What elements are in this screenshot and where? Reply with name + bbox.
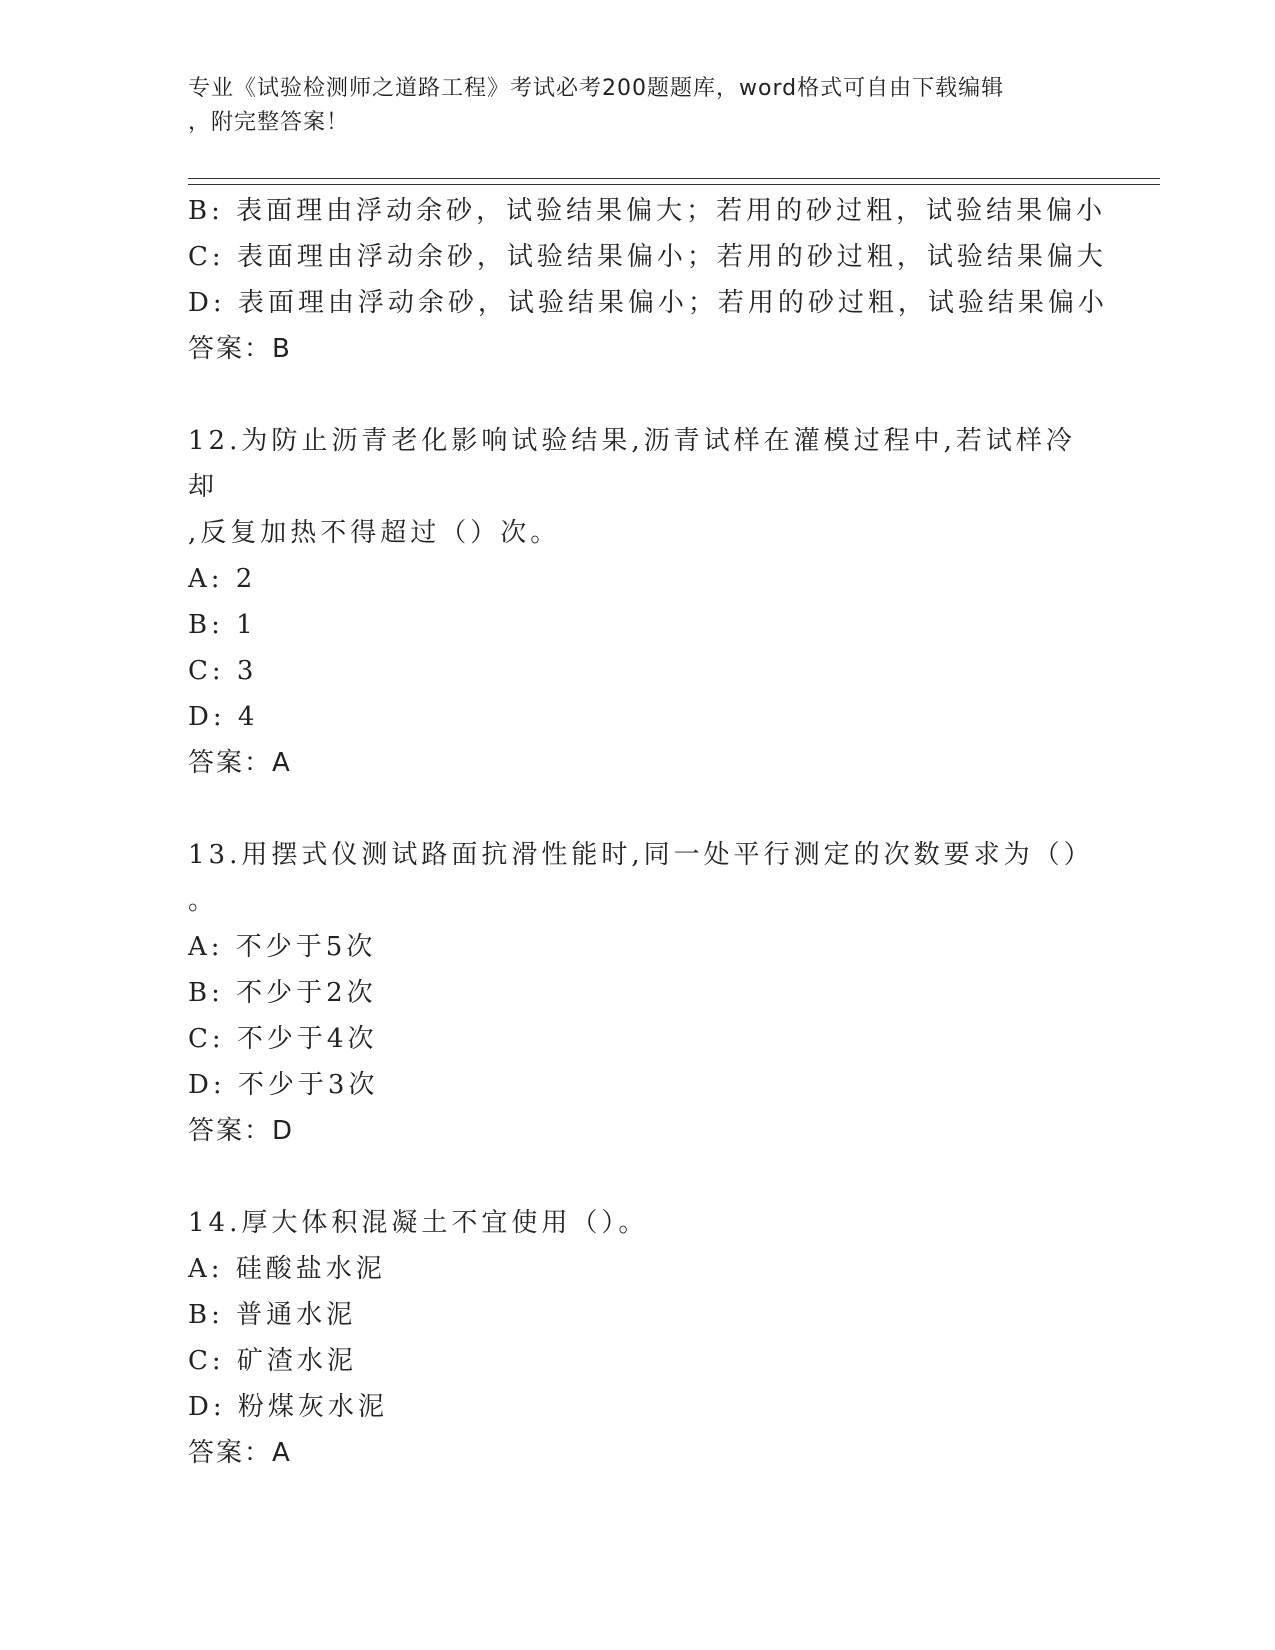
option-c: C: 矿渣水泥 [188,1346,357,1376]
question-stem: 12.为防止沥青老化影响试验结果,沥青试样在灌模过程中,若试样冷却 [188,426,1076,502]
option-d: D: 4 [188,702,259,732]
answer-label: 答案：D [188,1116,295,1146]
spacer [188,1154,1088,1200]
answer-label: 答案：A [188,748,292,778]
option-d: D: 表面理由浮动余砂，试验结果偏小；若用的砂过粗，试验结果偏小 [188,288,1108,318]
question-14 [188,1200,1088,1476]
question-list [188,188,1108,1476]
option-c: C: 不少于4次 [188,1024,378,1054]
spacer [188,786,1088,832]
option-b: B: 表面理由浮动余砂，试验结果偏大；若用的砂过粗，试验结果偏小 [188,196,1107,226]
option-a: A: 2 [188,564,257,594]
question-12 [188,418,1088,786]
header-title-line2: ，附完整答案！ [188,110,350,135]
question-stem-continued: 。 [188,886,219,916]
option-b: B: 不少于2次 [188,978,377,1008]
question-11-continued [188,188,1108,372]
spacer [188,372,1088,418]
answer-label: 答案：A [188,1438,292,1468]
option-a: A: 不少于5次 [188,932,377,962]
header-title-line1: 专业《试验检测师之道路工程》考试必考200题题库，word格式可自由下载编辑 [188,76,1005,101]
question-stem: 14.厚大体积混凝土不宜使用（）。 [188,1208,649,1238]
header-divider-top [188,178,1160,179]
header-divider-bottom [188,184,1160,185]
question-13 [188,832,1094,1154]
option-d: D: 粉煤灰水泥 [188,1392,388,1422]
answer-label: 答案：B [188,334,292,364]
option-b: B: 1 [188,610,257,640]
option-d: D: 不少于3次 [188,1070,379,1100]
option-b: B: 普通水泥 [188,1300,357,1330]
question-stem: 13.用摆式仪测试路面抗滑性能时,同一处平行测定的次数要求为（） [188,840,1094,870]
document-header [188,72,1078,140]
option-c: C: 3 [188,656,258,686]
option-a: A: 硅酸盐水泥 [188,1254,386,1284]
question-stem-continued: ,反复加热不得超过（）次。 [188,518,561,548]
option-c: C: 表面理由浮动余砂，试验结果偏小；若用的砂过粗，试验结果偏大 [188,242,1107,272]
